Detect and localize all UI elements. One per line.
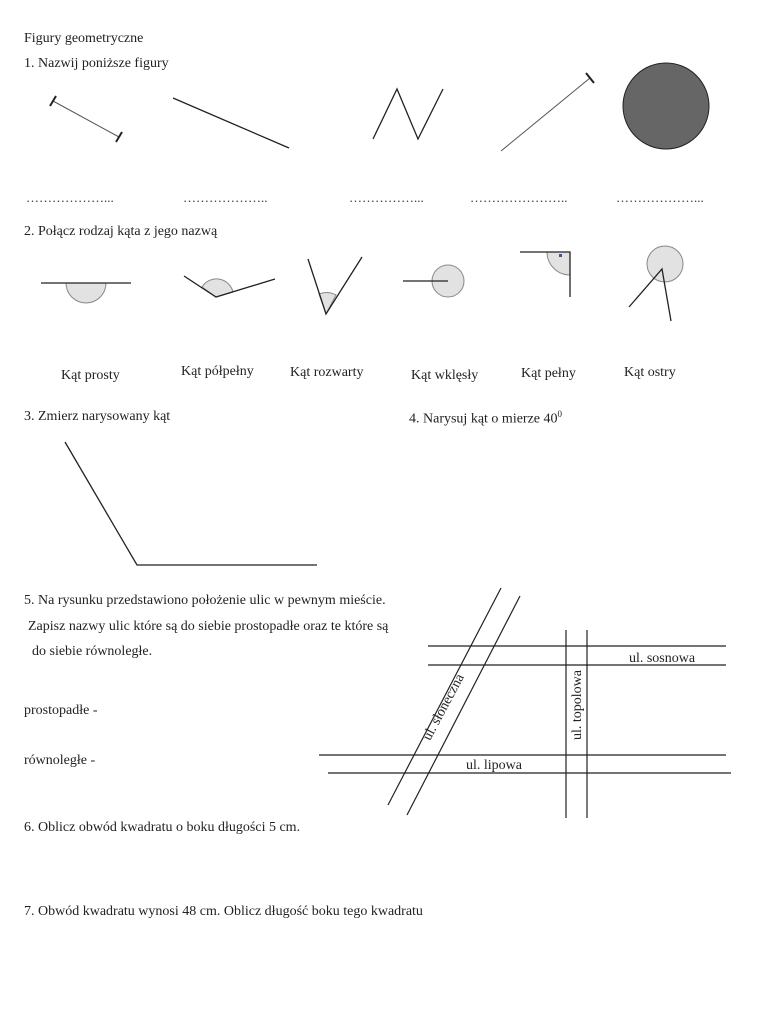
street-label-lipowa: ul. lipowa bbox=[466, 758, 522, 773]
street-label-sloneczna: ul. słoneczna bbox=[420, 671, 468, 744]
angle-name-2[interactable]: Kąt półpełny bbox=[181, 364, 254, 379]
page-title: Figury geometryczne bbox=[24, 31, 144, 46]
task-1-text: 1. Nazwij poniższe figury bbox=[24, 56, 169, 71]
answer-blank-5[interactable]: ………………... bbox=[616, 190, 704, 205]
task-3-text: 3. Zmierz narysowany kąt bbox=[24, 409, 171, 424]
degree-superscript: 0 bbox=[557, 409, 563, 419]
angle-name-6[interactable]: Kąt ostry bbox=[624, 365, 676, 380]
answer-blank-3[interactable]: ……………... bbox=[349, 190, 424, 205]
task-2-text: 2. Połącz rodzaj kąta z jego nazwą bbox=[24, 224, 218, 239]
angle-name-5[interactable]: Kąt pełny bbox=[521, 366, 576, 381]
answer-blank-1[interactable]: ………………... bbox=[26, 190, 114, 205]
parallel-label: równoległe - bbox=[24, 753, 96, 768]
angle-name-1[interactable]: Kąt prosty bbox=[61, 368, 120, 383]
task-5-line-2: Zapisz nazwy ulic które są do siebie prostopadłe oraz te które są bbox=[28, 619, 389, 634]
angle-name-4[interactable]: Kąt wklęsły bbox=[411, 368, 479, 383]
task-7-text: 7. Obwód kwadratu wynosi 48 cm. Oblicz długość boku tego kwadratu bbox=[24, 904, 423, 919]
perpendicular-label: prostopadłe - bbox=[24, 703, 98, 718]
answer-blank-4[interactable]: ………………….. bbox=[470, 190, 568, 205]
street-label-sosnowa: ul. sosnowa bbox=[628, 651, 696, 666]
task-4-text: 4. Narysuj kąt o mierze $40^0$ bbox=[409, 409, 563, 427]
street-label-topolowa: ul. topolowa bbox=[570, 670, 585, 740]
task-5-line-3: do siebie równoległe. bbox=[32, 644, 153, 659]
angle-name-3[interactable]: Kąt rozwarty bbox=[290, 365, 364, 380]
task-5-line-1: 5. Na rysunku przedstawiono położenie ulic w pewnym mieście. bbox=[24, 593, 386, 608]
answer-blank-2[interactable]: ……………….. bbox=[183, 190, 268, 205]
task-6-text: 6. Oblicz obwód kwadratu o boku długości 5 cm. bbox=[24, 820, 301, 835]
